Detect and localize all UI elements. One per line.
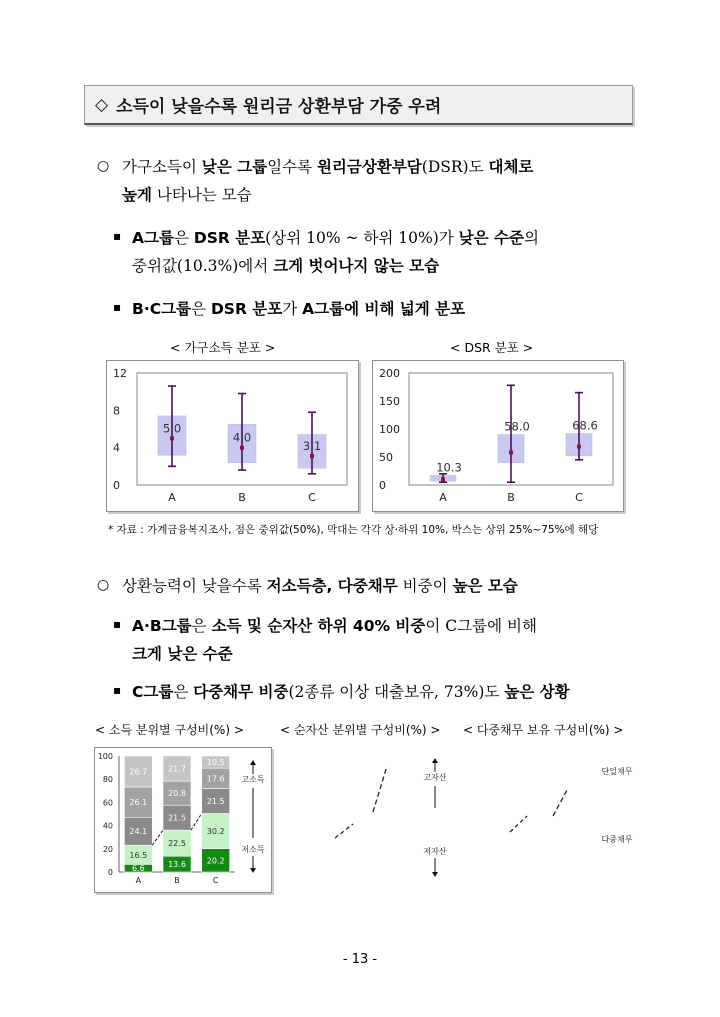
x-tick-label: B bbox=[238, 491, 246, 504]
income-chart-caption: < 가구소득 분포 > bbox=[170, 340, 276, 355]
segment-label: 6.6 bbox=[131, 864, 145, 874]
segment-label: 21.5 bbox=[168, 813, 186, 823]
segment-label: 26.7 bbox=[129, 767, 148, 777]
x-tick-label: A bbox=[439, 491, 447, 504]
median-point bbox=[170, 436, 174, 440]
income-box-chart-panel bbox=[106, 360, 359, 512]
segment-label: 24.1 bbox=[129, 827, 148, 837]
segment-label: 16.5 bbox=[129, 850, 148, 860]
median-point bbox=[240, 446, 244, 450]
y-tick-label: 4 bbox=[113, 441, 120, 455]
section1-item1-line1: A그룹은 DSR 분포(상위 10% ~ 하위 10%)가 낮은 수준의 bbox=[132, 229, 539, 247]
x-tick-label: C bbox=[212, 876, 219, 885]
connector-line bbox=[335, 824, 353, 838]
square-bullet-icon: ▪ bbox=[113, 683, 122, 697]
data-label: 3.1 bbox=[302, 439, 322, 454]
y-tick-label: 20 bbox=[102, 844, 113, 854]
y-tick-label: 100 bbox=[97, 752, 113, 761]
section2-line1: 상환능력이 낮을수록 저소득층, 다중채무 비중이 높은 모습 bbox=[122, 577, 518, 595]
y-tick-label: 40 bbox=[102, 821, 113, 831]
segment-label: 20.8 bbox=[168, 789, 186, 799]
data-label: 58.0 bbox=[504, 419, 530, 434]
section1-item2-line1: B·C그룹은 DSR 분포가 A그룹에 비해 넓게 분포 bbox=[132, 300, 466, 318]
segment-label: 21.5 bbox=[206, 797, 225, 807]
multi-debt-label: 다중채무 bbox=[601, 835, 633, 844]
section-title-box bbox=[84, 85, 633, 125]
connector-line bbox=[373, 766, 387, 812]
asset-composition-chart bbox=[325, 750, 465, 890]
down-arrow-icon bbox=[250, 868, 256, 873]
y-tick-label: 60 bbox=[102, 798, 113, 808]
section1-item1-line2: 중위값(10.3%)에서 크게 벗어나지 않는 모습 bbox=[132, 257, 440, 275]
y-tick-label: 0 bbox=[379, 479, 386, 492]
up-arrow-icon bbox=[250, 760, 256, 765]
x-tick-label: A bbox=[135, 876, 142, 885]
segment-label: 13.6 bbox=[168, 860, 186, 870]
high-asset-label: 고자산 bbox=[423, 773, 447, 782]
data-label: 4.0 bbox=[232, 430, 252, 445]
x-tick-label: C bbox=[308, 491, 316, 504]
section1-line1: 가구소득이 낮은 그룹일수록 원리금상환부담(DSR)도 대체로 bbox=[122, 158, 534, 176]
income-composition-chart bbox=[95, 748, 271, 892]
low-asset-label: 저자산 bbox=[423, 847, 447, 856]
data-label: 5.0 bbox=[162, 421, 182, 436]
y-tick-label: 0 bbox=[113, 479, 120, 492]
median-point bbox=[509, 451, 513, 455]
dsr-box-chart bbox=[373, 361, 623, 511]
x-tick-label: B bbox=[507, 491, 515, 504]
multi-debt-caption: < 다중채무 보유 구성비(%) > bbox=[463, 723, 624, 737]
connector-line bbox=[191, 814, 202, 831]
segment-label: 21.7 bbox=[168, 764, 186, 774]
dsr-box-chart-panel bbox=[372, 360, 624, 512]
segment-label: 30.2 bbox=[206, 827, 225, 837]
diamond-icon: ◇ bbox=[95, 94, 109, 115]
y-tick-label: 8 bbox=[113, 404, 120, 418]
y-tick-label: 50 bbox=[379, 451, 393, 464]
circle-bullet-icon: ○ bbox=[97, 577, 110, 593]
low-income-label: 저소득 bbox=[241, 845, 265, 854]
connector-line bbox=[152, 830, 163, 845]
x-tick-label: B bbox=[174, 876, 180, 885]
section1-line2: 높게 나타나는 모습 bbox=[122, 186, 252, 204]
asset-composition-caption: < 순자산 분위별 구성비(%) > bbox=[280, 723, 441, 737]
high-income-label: 고소득 bbox=[241, 775, 265, 784]
segment-label: 26.1 bbox=[129, 798, 148, 808]
single-debt-label: 단일채무 bbox=[601, 767, 633, 776]
square-bullet-icon: ▪ bbox=[113, 229, 122, 243]
data-label: 10.3 bbox=[436, 460, 462, 475]
circle-bullet-icon: ○ bbox=[97, 158, 110, 174]
section2-item1-line1: A·B그룹은 소득 및 순자산 하위 40% 비중이 C그룹에 비해 bbox=[132, 617, 537, 635]
median-point bbox=[441, 477, 445, 481]
section2-item1-line2: 크게 낮은 수준 bbox=[132, 645, 233, 663]
median-point bbox=[577, 445, 581, 449]
dsr-chart-caption: < DSR 분포 > bbox=[450, 340, 534, 355]
square-bullet-icon: ▪ bbox=[113, 300, 122, 314]
segment-label: 10.5 bbox=[206, 758, 225, 768]
y-tick-label: 150 bbox=[379, 395, 400, 408]
x-tick-label: C bbox=[575, 491, 583, 504]
down-arrow-icon bbox=[432, 872, 438, 877]
section-title: 소득이 낮을수록 원리금 상환부담 가중 우려 bbox=[116, 97, 442, 117]
multi-debt-chart bbox=[505, 750, 635, 920]
y-tick-label: 0 bbox=[107, 868, 113, 877]
median-point bbox=[310, 454, 314, 458]
source-note: * 자료 : 가계금융복지조사, 점은 중위값(50%), 막대는 각각 상·하위 10%, 박스는 상위 25%~75%에 해당 bbox=[108, 524, 599, 536]
connector-line bbox=[553, 790, 567, 816]
connector-line bbox=[510, 816, 527, 832]
page-number: - 13 - bbox=[342, 952, 378, 967]
up-arrow-icon bbox=[432, 758, 438, 763]
income-box-chart bbox=[107, 361, 358, 511]
y-tick-label: 12 bbox=[113, 367, 127, 380]
segment-label: 17.6 bbox=[206, 774, 225, 784]
income-composition-caption: < 소득 분위별 구성비(%) > bbox=[95, 723, 244, 737]
section2-item2-line1: C그룹은 다중채무 비중(2종류 이상 대출보유, 73%)도 높은 상황 bbox=[132, 683, 570, 701]
y-tick-label: 200 bbox=[379, 367, 400, 380]
data-label: 68.6 bbox=[572, 418, 598, 433]
y-tick-label: 100 bbox=[379, 423, 400, 436]
y-tick-label: 80 bbox=[102, 775, 113, 785]
square-bullet-icon: ▪ bbox=[113, 617, 122, 631]
x-tick-label: A bbox=[168, 491, 176, 504]
segment-label: 20.2 bbox=[206, 856, 225, 866]
income-composition-chart-panel bbox=[94, 747, 272, 893]
segment-label: 22.5 bbox=[168, 839, 186, 849]
